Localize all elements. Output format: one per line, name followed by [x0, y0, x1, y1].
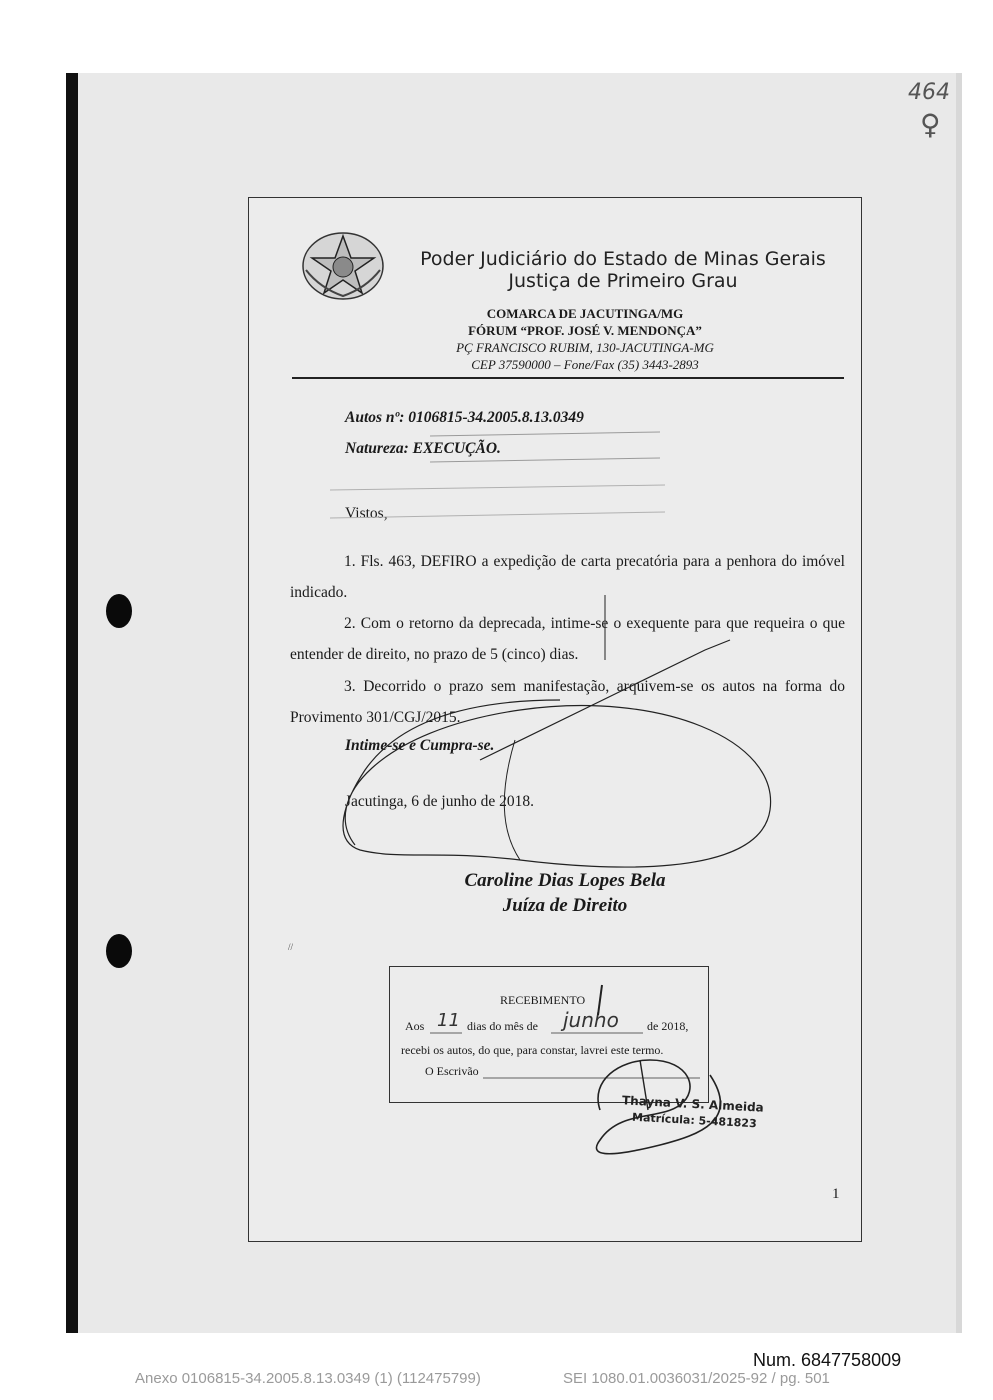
punch-hole-bottom: [106, 934, 132, 968]
punch-hole-top: [106, 594, 132, 628]
handwritten-page-number: 464: [908, 80, 950, 105]
judge-title: Juíza de Direito: [502, 895, 628, 916]
case-nature: Natureza: EXECUÇÃO.: [345, 440, 501, 457]
closing-order: Intime-se e Cumpra-se.: [345, 737, 495, 754]
document-number: Num. 6847758009: [753, 1350, 902, 1370]
address: PÇ FRANCISCO RUBIM, 130-JACUTINGA-MG: [456, 340, 714, 355]
paragraph-3-text: 3. Decorrido o prazo sem manifestação, arquivem-se os autos na forma do Provimento 301/CGJ/2015.: [290, 678, 845, 726]
receipt-title: RECEBIMENTO: [500, 993, 586, 1007]
place-date: Jacutinga, 6 de junho de 2018.: [345, 793, 534, 810]
court-title: [393, 248, 853, 292]
receipt-prefix: Aos: [405, 1019, 425, 1033]
paragraph-3: [290, 671, 845, 733]
page-number: 1: [832, 1186, 840, 1202]
small-mark: //: [288, 942, 294, 952]
stamp-registration: Matrícula: 5-481823: [631, 1110, 758, 1131]
comarca: COMARCA DE JACUTINGA/MG: [486, 306, 684, 321]
clerk-label: O Escrivão: [425, 1064, 479, 1078]
receipt-box: [389, 966, 709, 1103]
judge-name: Caroline Dias Lopes Bela: [464, 870, 666, 891]
coat-of-arms-icon: [300, 230, 386, 302]
sheet-edge-shadow: [956, 73, 962, 1333]
court-address-block: [380, 305, 790, 373]
receipt-statement: recebi os autos, do que, para constar, lavrei este termo.: [401, 1043, 664, 1057]
receipt-middle: dias do mês de: [467, 1019, 538, 1033]
court-title-line1: Poder Judiciário do Estado de Minas Gerais: [420, 248, 826, 270]
annex-reference: Anexo 0106815-34.2005.8.13.0349 (1) (112475799): [135, 1370, 481, 1387]
receipt-month-handwritten: junho: [563, 1008, 619, 1032]
cep-phone: CEP 37590000 – Fone/Fax (35) 3443-2893: [471, 357, 699, 372]
sei-reference: SEI 1080.01.0036031/2025-92 / pg. 501: [563, 1370, 830, 1387]
paragraph-1-text: 1. Fls. 463, DEFIRO a expedição de carta precatória para a penhora do imóvel indicado.: [290, 553, 845, 601]
court-title-line2: Justiça de Primeiro Grau: [508, 270, 738, 292]
receipt-day-handwritten: 11: [437, 1010, 460, 1031]
paragraph-2-text: 2. Com o retorno da deprecada, intime-se o exequente para que requeira o que entender de direito, no prazo de 5 (cinco) dias.: [290, 615, 845, 663]
greeting: Vistos,: [345, 505, 388, 522]
paragraph-2: [290, 608, 845, 670]
receipt-suffix: de 2018,: [647, 1019, 689, 1033]
forum: FÓRUM “PROF. JOSÉ V. MENDONÇA”: [468, 323, 702, 338]
paragraph-1: [290, 546, 845, 608]
handwritten-mark: ♀: [920, 108, 941, 141]
signature-block: [440, 868, 690, 918]
header-divider: [292, 377, 844, 379]
stamp-name: Thayna V. S. Almeida: [621, 1093, 765, 1115]
case-number: Autos nº: 0106815-34.2005.8.13.0349: [345, 409, 584, 426]
